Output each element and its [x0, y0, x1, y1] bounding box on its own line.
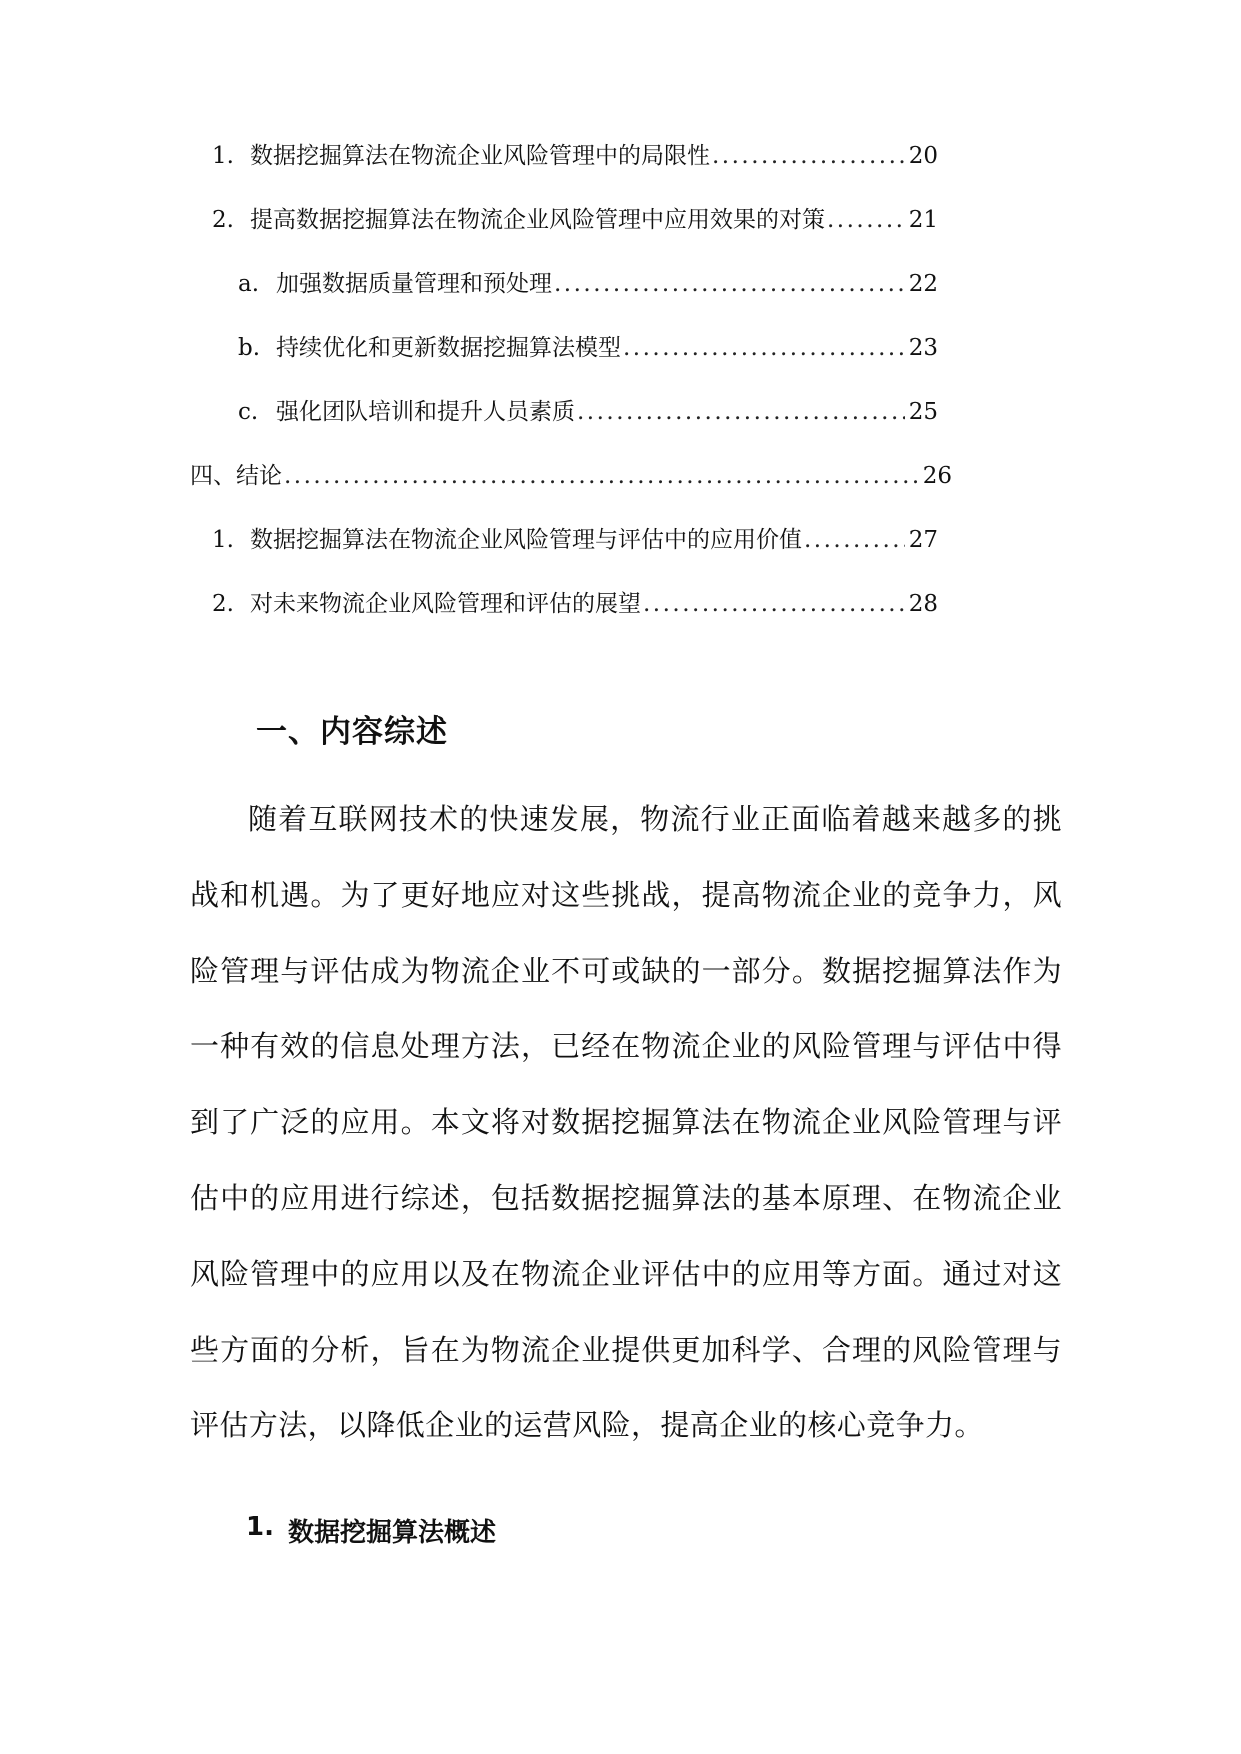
subsection-number: 1. — [246, 1512, 274, 1542]
toc-leader-dots — [575, 392, 905, 432]
toc-entry-page: 25 — [908, 399, 938, 425]
subsection-title: 数据挖掘算法概述 — [287, 1518, 496, 1548]
toc-entry-title: 数据挖掘算法在物流企业风险管理中的局限性 — [250, 143, 710, 169]
toc-leader-dots — [641, 584, 905, 624]
section-paragraph: 随着互联网技术的快速发展，物流行业正面临着越来越多的挑战和机遇。为了更好地应对这些挑战，提高物流企业的竞争力，风险管理与评估成为物流企业不可或缺的一部分。数据挖掘算法作为一种有效的信息处理方法，已经在物流企业的风险管理与评估中得到了广泛的应用。本文将对数据挖掘算法在物流企业风险管理与评估中的应用进行综述，包括数据挖掘算法的基本原理、在物流企业风险管理中的应用以及在物流企业评估中的应用等方面。通过对这些方面的分析，旨在为物流企业提供更加科学、合理的风险管理与评估方法，以降低企业的运营风险，提高企业的核心竞争力。 — [190, 802, 1062, 1443]
toc-entry[interactable] — [238, 392, 938, 432]
toc-entry-page: 21 — [908, 207, 938, 233]
toc-entry-number: b. — [238, 335, 261, 361]
toc-entry[interactable] — [212, 200, 938, 240]
toc-entry-page: 26 — [922, 463, 952, 489]
toc-entry-title: 提高数据挖掘算法在物流企业风险管理中应用效果的对策 — [250, 207, 825, 233]
toc-entry[interactable] — [212, 520, 938, 560]
toc-entry[interactable] — [238, 328, 938, 368]
toc-entry-page: 20 — [908, 143, 938, 169]
toc-leader-dots — [282, 456, 919, 496]
toc-entry-page: 27 — [908, 527, 938, 553]
toc-leader-dots — [802, 520, 905, 560]
toc-entry-number: a. — [238, 271, 260, 297]
toc-entry-number: c. — [238, 399, 259, 425]
toc-entry-page: 22 — [908, 271, 938, 297]
toc-leader-dots — [825, 200, 905, 240]
toc-entry-number: 1. — [212, 143, 234, 169]
toc-entry-number: 1. — [212, 527, 234, 553]
toc-entry-title: 四、结论 — [190, 463, 282, 489]
toc-entry-number: 2. — [212, 207, 234, 233]
toc-entry-title: 对未来物流企业风险管理和评估的展望 — [250, 591, 641, 617]
toc-leader-dots — [552, 264, 905, 304]
toc-entry-title: 持续优化和更新数据挖掘算法模型 — [276, 335, 621, 361]
toc-entry-number: 2. — [212, 591, 234, 617]
subsection-heading — [246, 1512, 496, 1549]
toc-entry-title: 加强数据质量管理和预处理 — [276, 271, 552, 297]
toc-leader-dots — [621, 328, 905, 368]
toc-entry[interactable] — [238, 264, 938, 304]
toc-leader-dots — [710, 136, 905, 176]
toc-entry[interactable] — [212, 136, 938, 176]
section-heading: 一、内容综述 — [256, 714, 448, 750]
toc-entry[interactable] — [212, 584, 938, 624]
toc-entry-title: 数据挖掘算法在物流企业风险管理与评估中的应用价值 — [250, 527, 802, 553]
toc-entry-page: 28 — [908, 591, 938, 617]
toc-entry[interactable] — [190, 456, 952, 496]
toc-entry-page: 23 — [908, 335, 938, 361]
toc-entry-title: 强化团队培训和提升人员素质 — [276, 399, 575, 425]
